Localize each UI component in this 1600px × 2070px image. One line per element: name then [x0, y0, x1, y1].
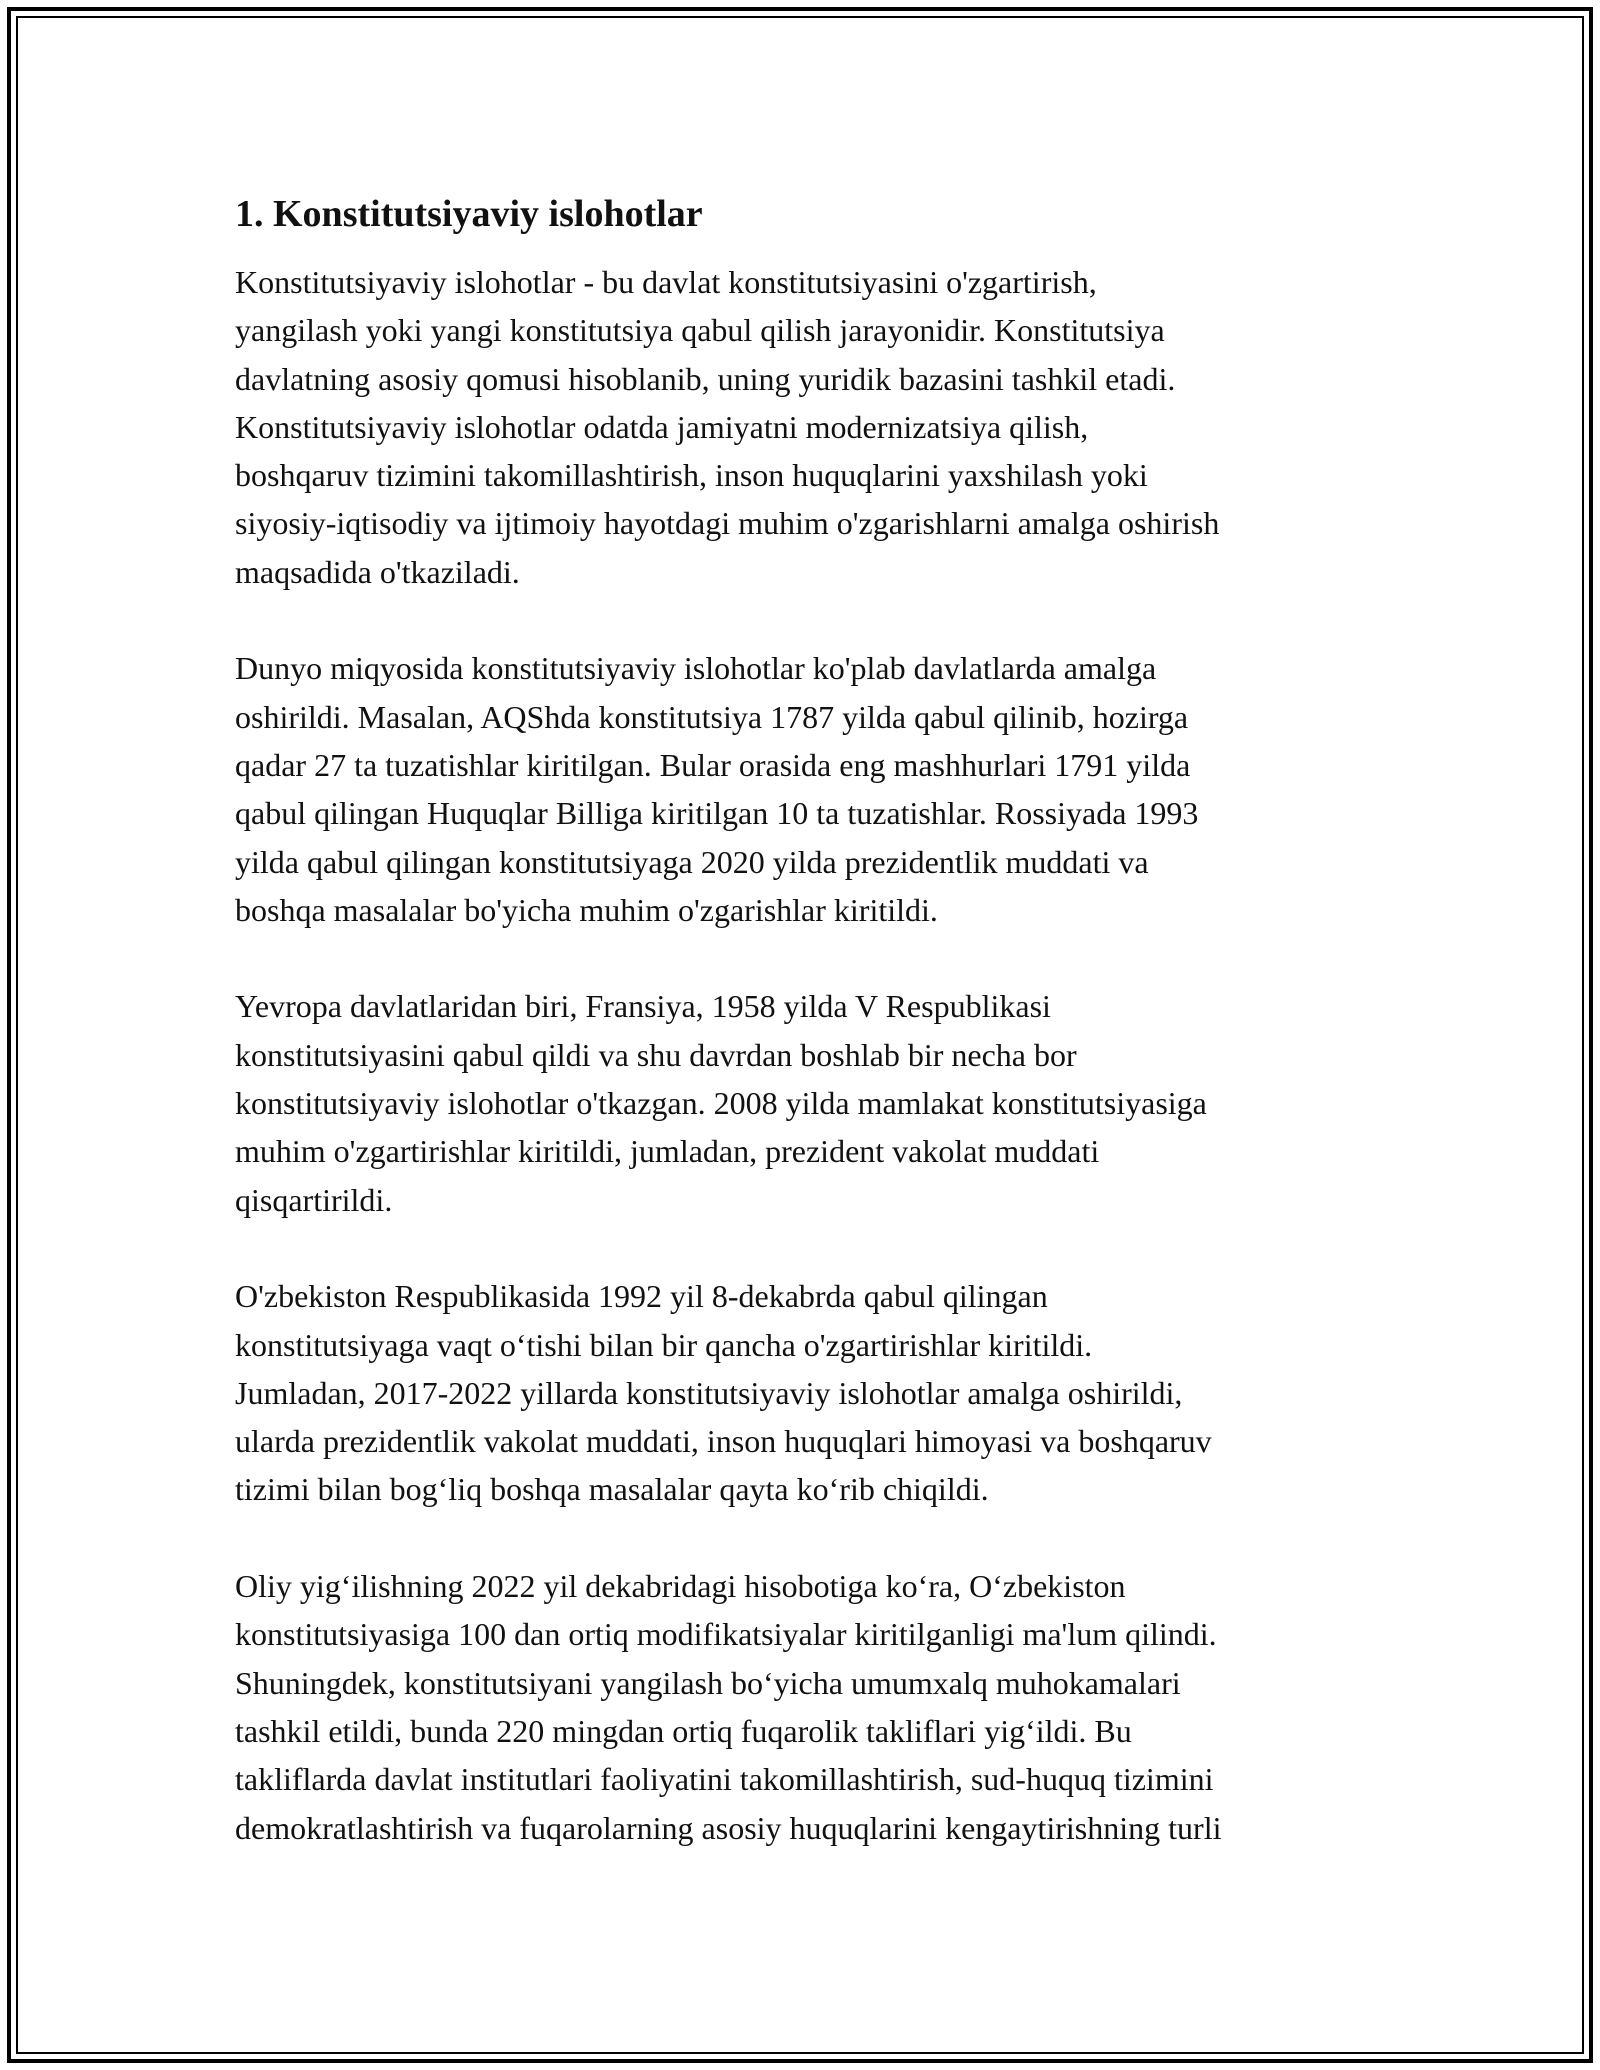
- paragraph-2: [235, 644, 1375, 934]
- text-line: tashkil etildi, bunda 220 mingdan ortiq fuqarolik takliflari yig‘ildi. Bu: [235, 1712, 1132, 1749]
- text-line: konstitutsiyaviy islohotlar o'tkazgan. 2008 yilda mamlakat konstitutsiyasiga: [235, 1085, 1207, 1122]
- text-line: muhim o'zgartirishlar kiritildi, jumladan, prezident vakolat muddati: [235, 1133, 1100, 1170]
- text-line: oshirildi. Masalan, AQShda konstitutsiya 1787 yilda qabul qilinib, hozirga: [235, 698, 1189, 735]
- text-line: konstitutsiyasiga 100 dan ortiq modifikatsiyalar kiritilganligi ma'lum qilindi.: [235, 1616, 1217, 1653]
- text-line: maqsadida o'tkaziladi.: [235, 553, 520, 590]
- text-line: konstitutsiyaga vaqt o‘tishi bilan bir qancha o'zgartirishlar kiritildi.: [235, 1326, 1093, 1363]
- text-line: boshqa masalalar bo'yicha muhim o'zgarishlar kiritildi.: [235, 891, 938, 928]
- text-line: yangilash yoki yangi konstitutsiya qabul qilish jarayonidir. Konstitutsiya: [235, 312, 1165, 349]
- text-line: demokratlashtirish va fuqarolarning asosiy huquqlarini kengaytirishning turli: [235, 1809, 1222, 1846]
- text-line: Dunyo miqyosida konstitutsiyaviy islohotlar ko'plab davlatlarda amalga: [235, 650, 1157, 687]
- text-line: O'zbekiston Respublikasida 1992 yil 8-dekabrda qabul qilingan: [235, 1278, 1048, 1315]
- text-line: boshqaruv tizimini takomillashtirish, inson huquqlarini yaxshilash yoki: [235, 457, 1148, 494]
- text-line: yilda qabul qilingan konstitutsiyaga 2020 yilda prezidentlik muddati va: [235, 843, 1149, 880]
- text-line: Jumladan, 2017-2022 yillarda konstitutsiyaviy islohotlar amalga oshirildi,: [235, 1374, 1183, 1411]
- text-line: Shuningdek, konstitutsiyani yangilash bo‘yicha umumxalq muhokamalari: [235, 1664, 1181, 1701]
- text-line: ularda prezidentlik vakolat muddati, inson huquqlari himoyasi va boshqaruv: [235, 1423, 1212, 1460]
- text-line: siyosiy-iqtisodiy va ijtimoiy hayotdagi muhim o'zgarishlarni amalga oshirish: [235, 505, 1220, 542]
- text-line: qadar 27 ta tuzatishlar kiritilgan. Bular orasida eng mashhurlari 1791 yilda: [235, 746, 1191, 783]
- text-line: davlatning asosiy qomusi hisoblanib, uning yuridik bazasini tashkil etadi.: [235, 360, 1176, 397]
- text-line: tizimi bilan bog‘liq boshqa masalalar qayta ko‘rib chiqildi.: [235, 1471, 989, 1508]
- text-line: takliflarda davlat institutlari faoliyatini takomillashtirish, sud-huquq tizimini: [235, 1761, 1214, 1798]
- text-line: qisqartirildi.: [235, 1181, 393, 1218]
- paragraph-4: [235, 1272, 1375, 1513]
- paragraph-5: [235, 1562, 1375, 1852]
- paragraph-1: [235, 258, 1375, 596]
- text-line: Konstitutsiyaviy islohotlar odatda jamiyatni modernizatsiya qilish,: [235, 408, 1089, 445]
- text-line: Konstitutsiyaviy islohotlar - bu davlat konstitutsiyasini o'zgartirish,: [235, 264, 1097, 300]
- text-line: qabul qilingan Huquqlar Billiga kiritilgan 10 ta tuzatishlar. Rossiyada 1993: [235, 795, 1199, 832]
- text-line: Oliy yig‘ilishning 2022 yil dekabridagi hisobotiga ko‘ra, O‘zbekiston: [235, 1568, 1126, 1605]
- text-line: konstitutsiyasini qabul qildi va shu davrdan boshlab bir necha bor: [235, 1036, 1077, 1073]
- paragraph-3: [235, 982, 1375, 1223]
- section-heading: 1. Konstitutsiyaviy islohotlar: [235, 193, 703, 235]
- text-line: Yevropa davlatlaridan biri, Fransiya, 1958 yilda V Respublikasi: [235, 988, 1051, 1025]
- document-body: [235, 190, 1375, 1900]
